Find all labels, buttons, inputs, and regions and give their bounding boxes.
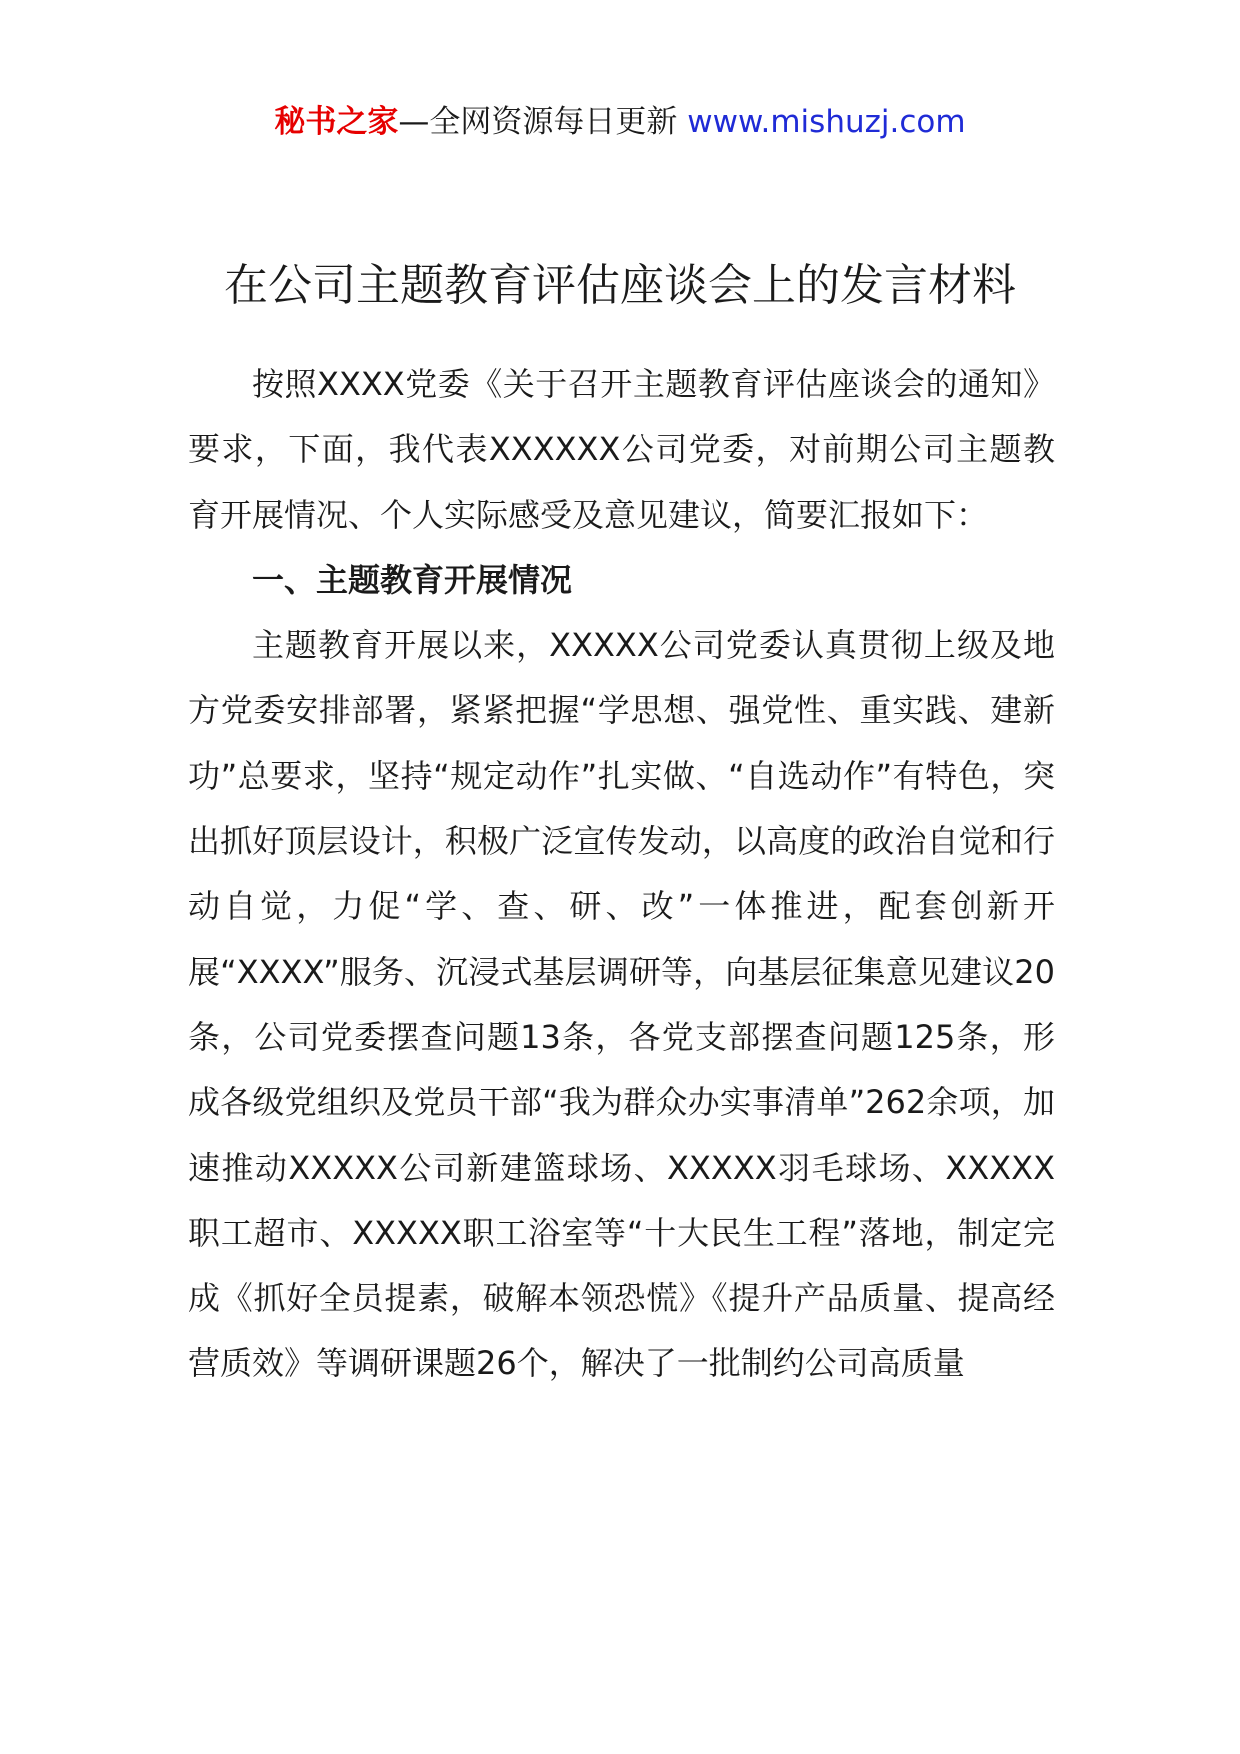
site-header (0, 100, 1240, 144)
document-body (188, 352, 1055, 1397)
site-url-link[interactable]: www.mishuzj.com (687, 104, 966, 140)
site-slogan: —全网资源每日更新 (398, 104, 688, 140)
intro-paragraph: 按照XXXX党委《关于召开主题教育评估座谈会的通知》要求，下面，我代表XXXXXX公司党委，对前期公司主题教育开展情况、个人实际感受及意见建议，简要汇报如下： (188, 365, 1055, 534)
site-brand: 秘书之家 (274, 104, 399, 140)
section-heading: 一、主题教育开展情况 (252, 560, 573, 599)
document-title: 在公司主题教育评估座谈会上的发言材料 (224, 260, 1016, 311)
section-paragraph: 主题教育开展以来，XXXXX公司党委认真贯彻上级及地方党委安排部署，紧紧把握“学思想、强党性、重实践、建新功”总要求，坚持“规定动作”扎实做、“自选动作”有特色，突出抓好顶层设计，积极广泛宣传发动，以高度的政治自觉和行动自觉，力促“学、查、研、改”一体推进，配套创新开展“XXXX”服务、沉浸式基层调研等，向基层征集意见建议20条，公司党委摆查问题13条，各党支部摆查问题125条，形成各级党组织及党员干部“我为群众办实事清单”262余项，加速推动XXXXX公司新建篮球场、XXXXX羽毛球场、XXXXX职工超市、XXXXX职工浴室等“十大民生工程”落地，制定完成《抓好全员提素，破解本领恐慌》《提升产品质量、提高经营质效》等调研课题26个，解决了一批制约公司高质量 (188, 626, 1055, 1383)
